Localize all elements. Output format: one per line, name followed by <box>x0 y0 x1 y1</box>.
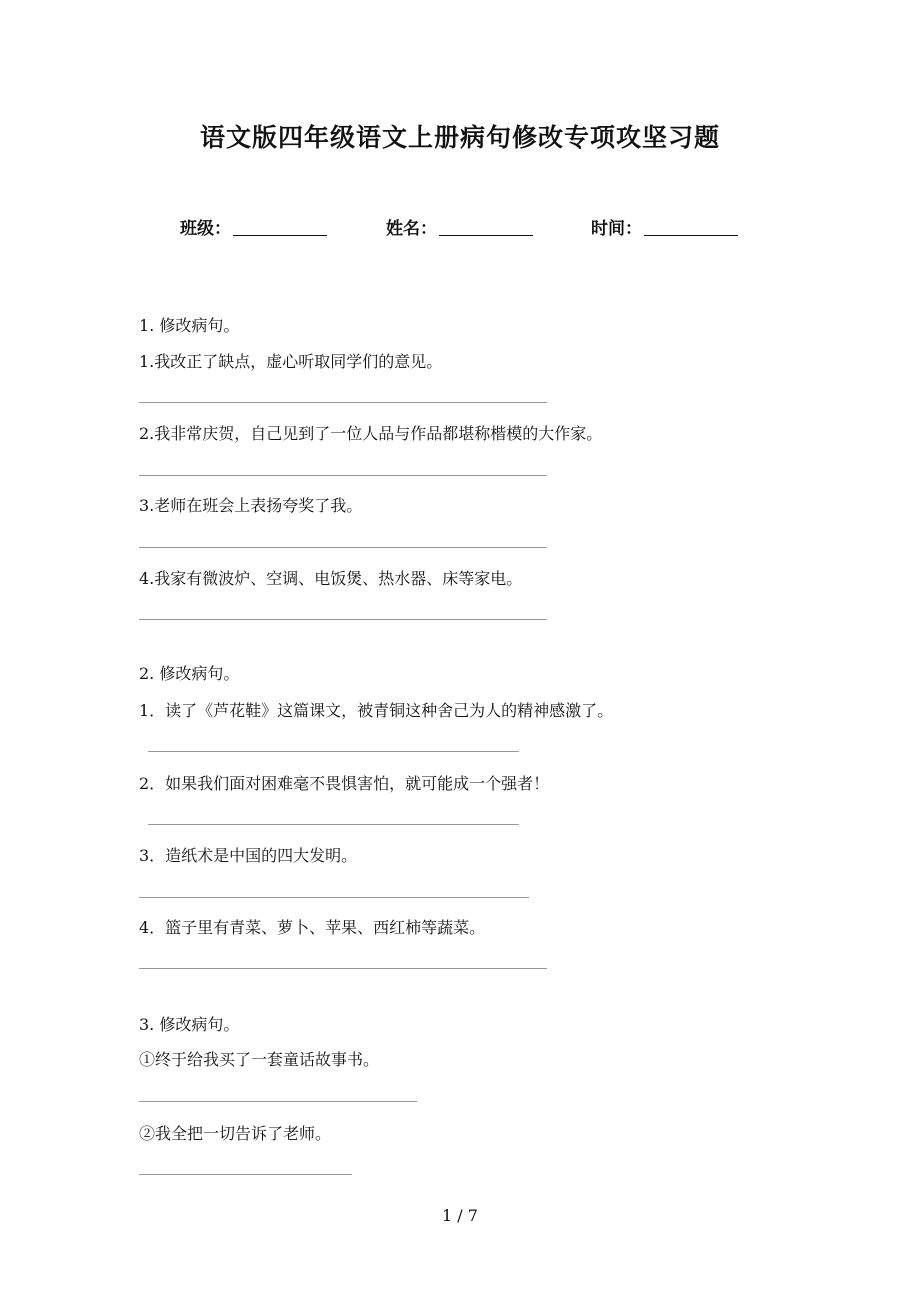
answer-line[interactable] <box>139 547 547 548</box>
question-item: 3.老师在班会上表扬夸奖了我。 <box>139 496 363 515</box>
page-title: 语文版四年级语文上册病句修改专项攻坚习题 <box>199 123 720 152</box>
question-item: 4．篮子里有青菜、萝卜、苹果、西红柿等蔬菜。 <box>139 918 486 937</box>
section-heading: 1. 修改病句。 <box>139 316 240 335</box>
section-heading: 3. 修改病句。 <box>139 1015 240 1034</box>
time-label: 时间： <box>591 219 642 239</box>
answer-line[interactable] <box>139 402 547 403</box>
question-item: 1．读了《芦花鞋》这篇课文，被青铜这种舍己为人的精神感激了。 <box>139 701 614 720</box>
answer-line[interactable] <box>148 824 519 825</box>
answer-line[interactable] <box>139 619 547 620</box>
answer-line[interactable] <box>139 475 547 476</box>
class-field <box>180 214 327 239</box>
time-field <box>591 214 738 239</box>
answer-line[interactable] <box>139 1101 417 1102</box>
answer-line[interactable] <box>139 1174 352 1175</box>
question-item: 2．如果我们面对困难毫不畏惧害怕，就可能成一个强者！ <box>139 774 550 793</box>
name-blank[interactable] <box>439 219 533 236</box>
question-item: 4.我家有微波炉、空调、电饭煲、热水器、床等家电。 <box>139 569 523 588</box>
class-blank[interactable] <box>233 219 327 236</box>
question-item: 2.我非常庆贺，自己见到了一位人品与作品都堪称楷模的大作家。 <box>139 424 603 443</box>
answer-line[interactable] <box>139 968 547 969</box>
answer-line[interactable] <box>139 897 529 898</box>
question-item: ②我全把一切告诉了老师。 <box>139 1124 332 1143</box>
question-item: 3．造纸术是中国的四大发明。 <box>139 846 358 865</box>
name-field <box>386 214 533 239</box>
question-item: ①终于给我买了一套童话故事书。 <box>139 1050 380 1069</box>
time-blank[interactable] <box>644 219 738 236</box>
page-number: 1 / 7 <box>442 1206 478 1225</box>
class-label: 班级： <box>180 219 231 239</box>
section-heading: 2. 修改病句。 <box>139 664 240 683</box>
answer-line[interactable] <box>148 751 519 752</box>
question-item: 1.我改正了缺点，虚心听取同学们的意见。 <box>139 352 443 371</box>
name-label: 姓名： <box>386 219 437 239</box>
